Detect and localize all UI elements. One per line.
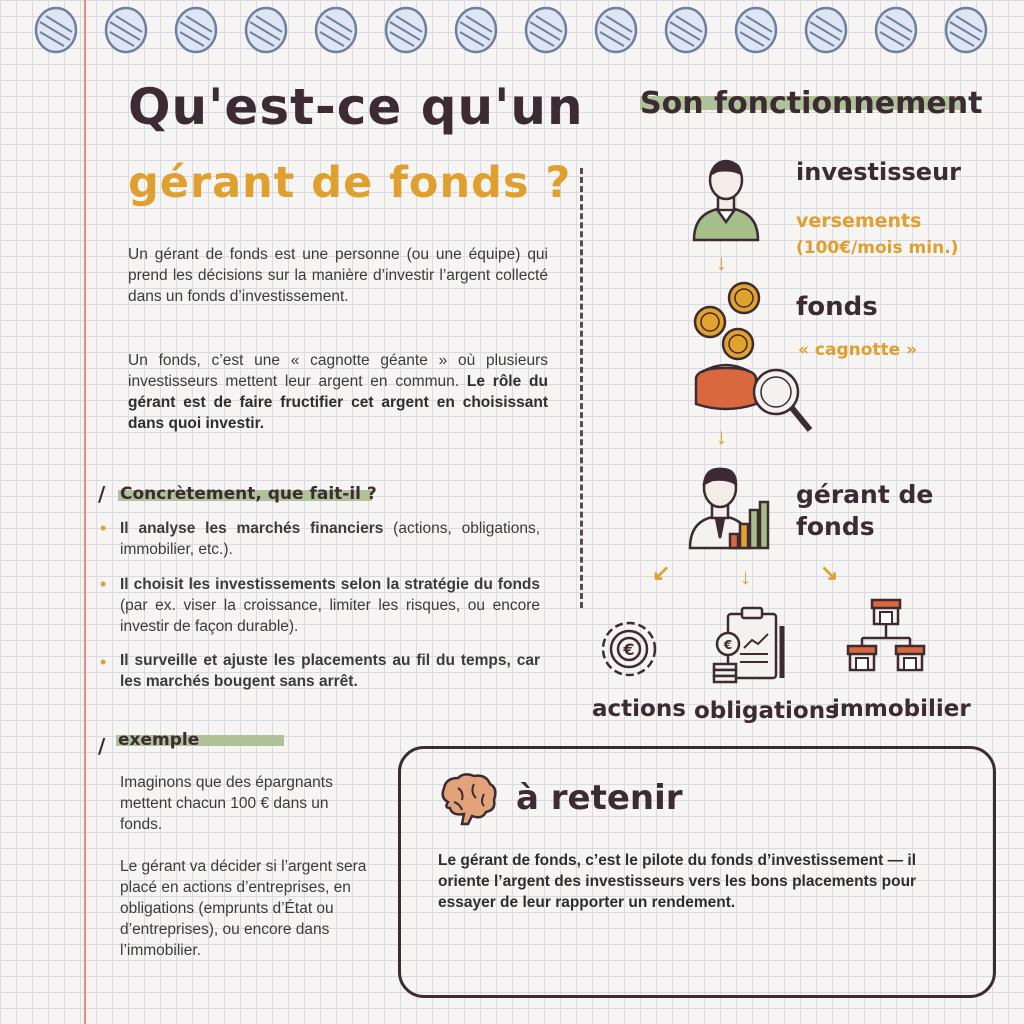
fund-manager-icon: [686, 460, 770, 552]
bullet-item-2-bold: Il choisit les investissements selon la stratégie du fonds: [120, 576, 540, 593]
bullet-item-3: [120, 650, 540, 692]
bullet-item-1-bold: Il analyse les marchés financiers: [120, 520, 384, 537]
section-title-concretement: Concrètement, que fait-il ?: [120, 484, 377, 504]
label-investisseur: investisseur: [796, 158, 961, 186]
intro-paragraph-1: Un gérant de fonds est une personne (ou une équipe) qui prend les décisions sur la manière d’investir l’argent collecté dans un fonds d’investissement.: [128, 246, 548, 305]
exemple-paragraph-1: Imaginons que des épargnants mettent chacun 100 € dans un fonds.: [120, 774, 333, 833]
bullet-item-1: [120, 518, 540, 560]
section-title-fonctionnement: Son fonctionnement: [640, 86, 983, 121]
label-gerant-line1: gérant de: [796, 480, 934, 509]
investor-icon: [688, 152, 764, 242]
euro-gear-icon: [592, 612, 666, 686]
slash-marker: /: [98, 482, 106, 506]
intro-paragraph-2: [128, 350, 548, 434]
svg-text:€: €: [723, 638, 733, 652]
column-divider: [580, 168, 583, 608]
label-versements-amount: (100€/mois min.): [796, 238, 959, 258]
brain-icon: [438, 772, 500, 828]
label-cagnotte: « cagnotte »: [798, 340, 918, 360]
notebook-margin-line: [84, 0, 86, 1024]
retenir-text: Le gérant de fonds, c’est le pilote du fonds d’investissement — il oriente l’argent des investisseurs vers les bons placements pour essayer de leur rapporter un rendement.: [438, 852, 917, 911]
intro-paragraph-2-text: Un fonds, c’est une « cagnotte géante » où plusieurs investisseurs mettent leur argent en commun.: [128, 352, 548, 390]
slash-marker: /: [98, 734, 106, 758]
page-title-line1: Qu'est-ce qu'un: [128, 78, 584, 136]
spiral-binding: [0, 0, 1024, 60]
page-title-line2: gérant de fonds ?: [128, 158, 572, 208]
arrow-down-icon: ↓: [740, 564, 751, 589]
arrow-down-icon: ↓: [716, 424, 727, 449]
bullet-dot: •: [100, 518, 107, 538]
label-gerant-line2: fonds: [796, 512, 875, 541]
bullet-item-3-bold: Il surveille et ajuste les placements au fil du temps, car les marchés bougent sans arrêt.: [120, 652, 540, 690]
bullet-dot: •: [100, 574, 107, 594]
svg-text:€: €: [623, 640, 635, 659]
bullet-item-2-text: (par ex. viser la croissance, limiter les risques, ou encore investir de façon durable).: [120, 597, 540, 635]
section-title-exemple: exemple: [118, 730, 200, 750]
intro-paragraph-2-bold: Le rôle du gérant est de faire fructifier cet argent en choisissant dans quoi investir.: [128, 373, 548, 432]
label-actions: actions: [592, 696, 686, 722]
real-estate-buildings-icon: [846, 598, 926, 678]
bullet-item-1-text: (actions, obligations, immobilier, etc.).: [120, 520, 540, 558]
label-obligations: obligations: [694, 698, 839, 724]
label-versements: versements: [796, 210, 922, 232]
retenir-title: à retenir: [516, 778, 683, 818]
bullet-item-2: [120, 574, 540, 637]
label-fonds: fonds: [796, 292, 878, 322]
exemple-paragraph-2: Le gérant va décider si l’argent sera placé en actions d’entreprises, en obligations (emprunts d’État ou d’entreprises), ou encore dans l’immobilier.: [120, 858, 367, 959]
bond-document-icon: [710, 606, 794, 690]
label-immobilier: immobilier: [832, 696, 971, 722]
arrow-down-right-icon: ↘: [820, 560, 839, 585]
bullet-dot: •: [100, 652, 107, 672]
arrow-down-icon: ↓: [716, 250, 727, 275]
arrow-down-left-icon: ↙: [652, 560, 671, 585]
